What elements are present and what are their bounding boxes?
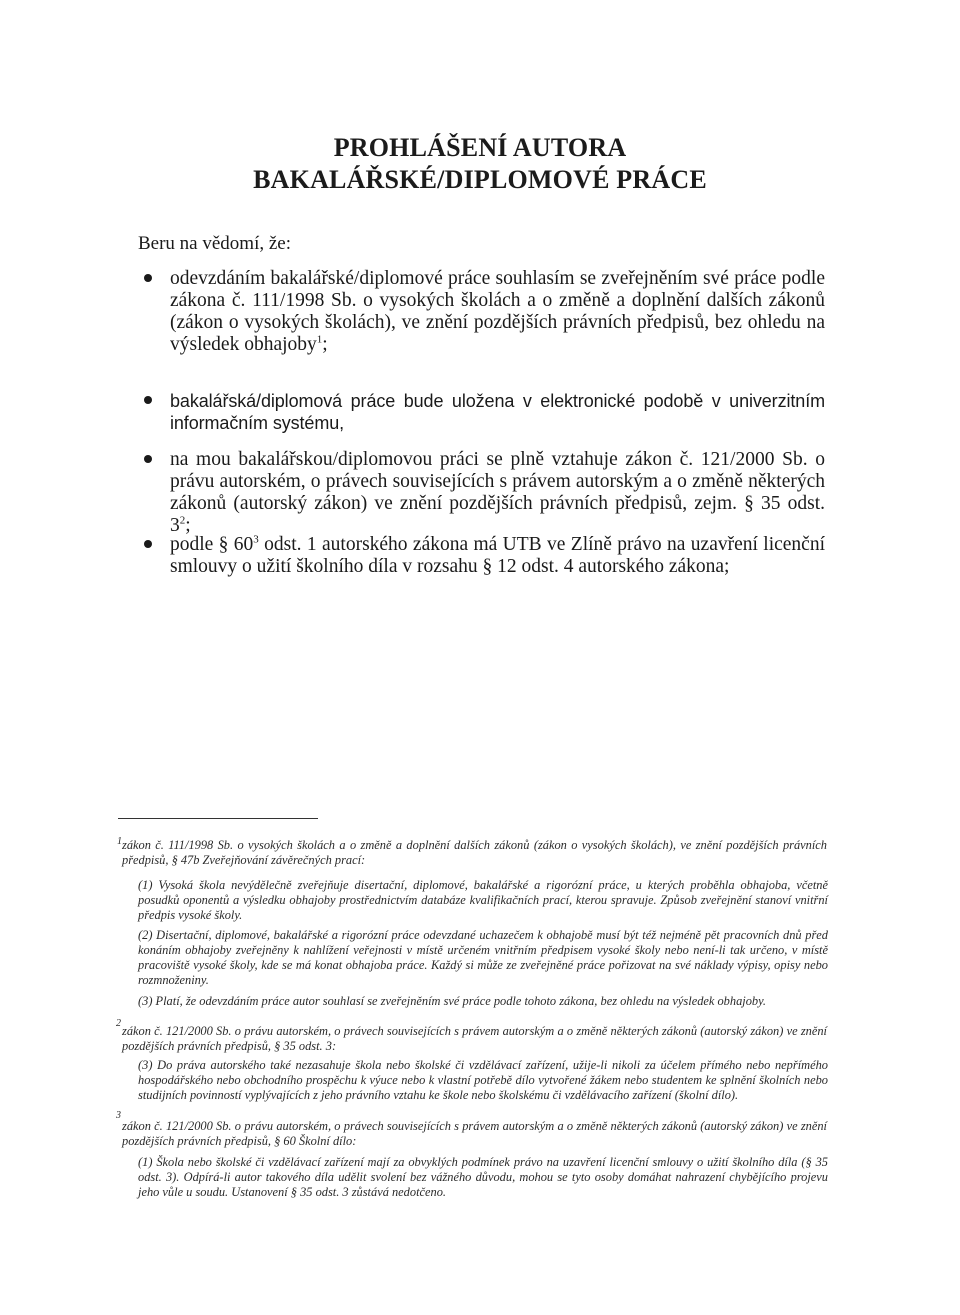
bullet-item-electronic-storage: [170, 390, 825, 434]
title-line-1: PROHLÁŠENÍ AUTORA: [333, 133, 627, 162]
bullet-text-end: ;: [185, 515, 191, 536]
bullet-dot-icon: [144, 455, 152, 463]
footnote-3-mark: 3: [116, 1110, 121, 1121]
bullet-dot-icon: [144, 274, 152, 282]
bullet-text: odevzdáním bakalářské/diplomové práce souhlasím se zveřejněním své práce podle zákona č. 111/1998 Sb. o vysokých školách a o změně a doplnění dalších zákonů (zákon o vysokých školách), ve znění pozdějších právních předpisů, bez ohledu na výsledek obhajoby: [170, 268, 825, 355]
bullet-item-license-agreement: [170, 534, 825, 578]
footnote-2-paragraph-1: (3) Do práva autorského také nezasahuje škola nebo školské či vzdělávací zařízení, užije-li nikoli za účelem přímého nebo nepřímého hospodářského nebo obchodního prospěchu k výuce nebo k vlastní potřebě dílo vytvořené žákem nebo studentem ke splnění školních nebo studijních povinností vyplývajících z jeho právního vztahu ke škole nebo školskému či vzdělávacího zařízení (školní dílo).: [138, 1058, 828, 1102]
footnote-1-mark: 1: [117, 836, 122, 847]
bullet-item-copyright-law: [170, 449, 825, 537]
bullet-text-end: ;: [322, 334, 328, 355]
footnote-ref: 2: [179, 514, 186, 527]
bullet-text-tail: odst. 1 autorského zákona má UTB ve Zlíně právo na uzavření licenční smlouvy o užití školního díla v rozsahu § 12 odst. 4 autorského zákona;: [170, 534, 826, 577]
bullet-item-publication-consent: [170, 268, 825, 356]
footnote-1: zákon č. 111/1998 Sb. o vysokých školách a o změně a doplnění dalších zákonů (zákon o vysokých školách), ve znění pozdějších právních předpisů, § 47b Zveřejňování závěrečných prací:: [122, 838, 827, 867]
bullet-text: podle § 60: [170, 534, 254, 555]
intro-text: Beru na vědomí, že:: [138, 233, 292, 254]
bullet-text: na mou bakalářskou/diplomovou práci se plně vztahuje zákon č. 121/2000 Sb. o právu autorském, o právech souvisejících s právem autorským a o změně některých zákonů (autorský zákon) ve znění pozdějších právních předpisů, zejm. § 35 odst. 3: [170, 449, 825, 536]
bullet-dot-icon: [144, 396, 152, 404]
footnote-ref: 1: [316, 333, 323, 346]
footnote-3: zákon č. 121/2000 Sb. o právu autorském, o právech souvisejících s právem autorským a o změně některých zákonů (autorský zákon) ve znění pozdějších právních předpisů, § 60 Školní dílo:: [122, 1119, 827, 1148]
footnote-1-paragraph-2: (2) Disertační, diplomové, bakalářské a rigorózní práce odevzdané uchazečem k obhajobě musí být též nejméně pět pracovních dnů před konáním obhajoby zveřejněny k nahlížení veřejnosti v místě určeném vnitřním předpisem vysoké školy nebo není-li tak určeno, v místě pracoviště vysoké školy, kde se má konat obhajoba práce. Každý si může ze zveřejněné práce pořizovat na své náklady výpisy, opisy nebo rozmnoženiny.: [138, 928, 828, 987]
footnote-3-paragraph-1: (1) Škola nebo školské či vzdělávací zařízení mají za obvyklých podmínek právo na uzavření licenční smlouvy o užití školního díla (§ 35 odst. 3). Odpírá-li autor takového díla udělit svolení bez vážného důvodu, mohou se tyto osoby domáhat nahrazení chybějícího projevu jeho vůle u soudu. Ustanovení § 35 odst. 3 zůstává nedotčeno.: [138, 1155, 828, 1199]
bullet-text: bakalářská/diplomová práce bude uložena v elektronické podobě v univerzitním informačním systému,: [170, 391, 825, 433]
footnote-1-paragraph-1: (1) Vysoká škola nevýdělečně zveřejňuje disertační, diplomové, bakalářské a rigorózní práce, u kterých proběhla obhajoba, včetně posudků oponentů a výsledku obhajoby prostřednictvím databáze kvalifikačních prací, kterou spravuje. Způsob zveřejnění stanoví vnitřní předpis vysoké školy.: [138, 878, 828, 922]
title-line-2: BAKALÁŘSKÉ/DIPLOMOVÉ PRÁCE: [253, 165, 707, 194]
footnote-2: zákon č. 121/2000 Sb. o právu autorském, o právech souvisejících s právem autorským a o změně některých zákonů (autorský zákon) ve znění pozdějších právních předpisů, § 35 odst. 3:: [122, 1024, 827, 1053]
footnote-1-paragraph-3: (3) Platí, že odevzdáním práce autor souhlasí se zveřejněním své práce podle tohoto zákona, bez ohledu na výsledek obhajoby.: [138, 994, 767, 1008]
footnote-2-mark: 2: [116, 1018, 121, 1029]
bullet-dot-icon: [144, 540, 152, 548]
footnote-divider: [118, 818, 318, 819]
footnote-ref: 3: [253, 533, 259, 546]
